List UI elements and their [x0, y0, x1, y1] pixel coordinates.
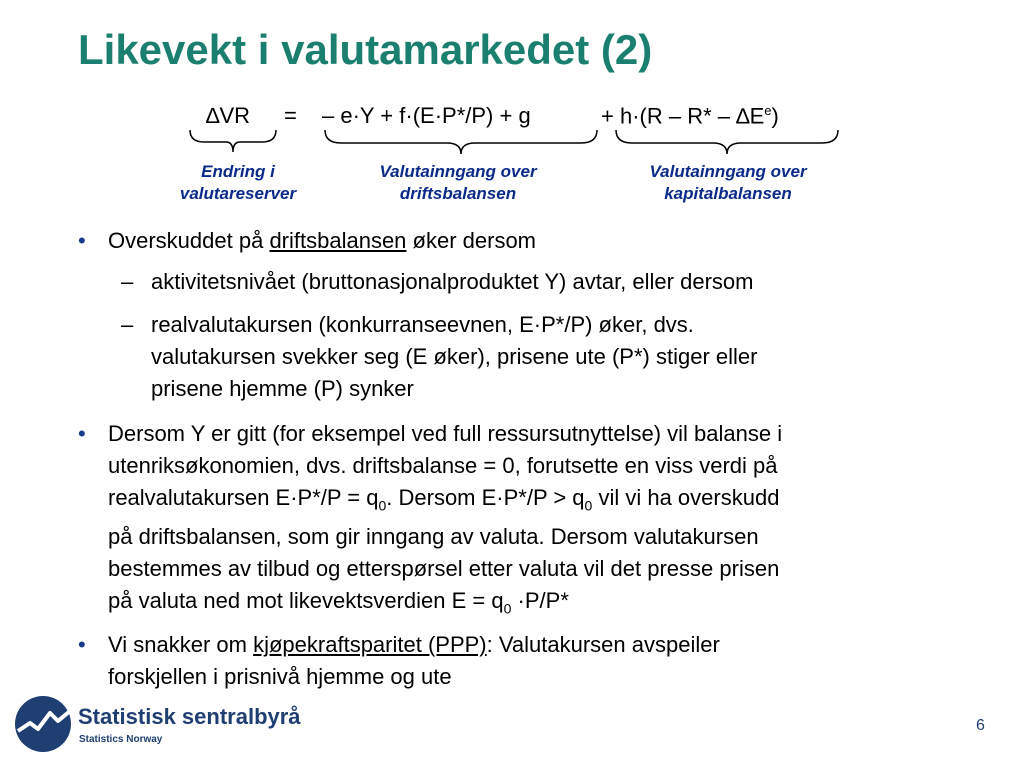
- bullet-dot: •: [78, 632, 86, 657]
- subscript: 0: [584, 497, 593, 514]
- label-capital-account-line2: kapitalbalansen: [664, 184, 792, 203]
- slide-title: Likevekt i valutamarkedet (2): [78, 26, 653, 73]
- subbullet-2-line3: prisene hjemme (P) synker: [151, 376, 414, 401]
- equation-lhs: ∆VR: [206, 103, 251, 128]
- equation-exp-superscript: e: [764, 103, 772, 118]
- bullet-3-line2: forskjellen i prisnivå hjemme og ute: [108, 664, 452, 689]
- equation-capital-account-term: [601, 103, 779, 129]
- bullet-2-line3-b: . Dersom E·P*/P > q: [386, 485, 585, 510]
- driftsbalansen-link[interactable]: driftsbalansen: [269, 228, 407, 253]
- bullet-3-text: [108, 629, 720, 693]
- bullet-2-text: [108, 418, 782, 625]
- equation-close-paren: ): [771, 103, 779, 129]
- bullet-3-post: : Valutakursen avspeiler: [486, 632, 720, 657]
- bullet-2-line3-c: vil vi ha overskudd: [592, 485, 780, 510]
- bullet-1-text: [108, 225, 536, 257]
- label-reserves: [150, 161, 326, 205]
- brace-reserves: [188, 128, 278, 156]
- logo-subtitle: Statistics Norway: [79, 734, 163, 745]
- label-reserves-line1: Endring i: [201, 162, 275, 181]
- bullet-1-pre: Overskuddet på: [108, 228, 270, 253]
- subbullet-2-text: [151, 309, 757, 405]
- bullet-2-line6: [108, 585, 782, 624]
- bullet-2-line5: bestemmes av tilbud og etterspørsel etter valuta vil det presse prisen: [108, 556, 780, 582]
- logo-name: Statistisk sentralbyrå: [78, 704, 301, 729]
- bullet-3-line1: [108, 629, 720, 661]
- bullet-2-line4: på driftsbalansen, som gir inngang av valuta. Dersom valutakursen: [108, 524, 759, 550]
- label-reserves-line2: valutareserver: [179, 184, 297, 203]
- ppp-link[interactable]: kjøpekraftsparitet (PPP): [253, 632, 487, 657]
- label-current-account-line1: Valutainngang over: [379, 162, 537, 181]
- ssb-logo-icon: [14, 695, 72, 753]
- bullet-2-line2: utenriksøkonomien, dvs. driftsbalanse = 0, forutsette en viss verdi på: [108, 453, 778, 478]
- subscript: 0: [378, 497, 387, 514]
- brace-capital-account: [614, 128, 840, 158]
- subbullet-2-line1: realvalutakursen (konkurranseevnen, E·P*/P) øker, dvs.: [151, 312, 694, 337]
- label-capital-account: [610, 161, 846, 205]
- subbullet-2-line2: valutakursen svekker seg (E øker), prisene ute (P*) stiger eller: [151, 344, 758, 369]
- dash: –: [121, 269, 134, 294]
- page-number: 6: [976, 717, 985, 734]
- bullet-2-line6-a: på valuta ned mot likevektsverdien E = q: [108, 588, 504, 614]
- dash: –: [121, 312, 134, 337]
- bullet-2-line3-a: realvalutakursen E·P*/P = q: [108, 485, 379, 510]
- equation-capital-main: + h·(R – R* – ∆E: [601, 103, 765, 129]
- label-current-account: [340, 161, 576, 205]
- bullet-2-line3: [108, 482, 782, 521]
- equation-current-account-term: – e·Y + f·(E·P*/P) + g: [322, 103, 531, 128]
- bullet-dot: •: [78, 228, 86, 253]
- subbullet-1-text: aktivitetsnivået (bruttonasjonalproduktet Y) avtar, eller dersom: [151, 269, 754, 294]
- bullet-3-pre: Vi snakker om: [108, 632, 254, 657]
- bullet-dot: •: [78, 421, 86, 446]
- label-capital-account-line1: Valutainngang over: [649, 162, 807, 181]
- brace-current-account: [323, 128, 599, 158]
- bullet-1-post: øker dersom: [406, 228, 537, 253]
- label-current-account-line2: driftsbalansen: [399, 184, 517, 203]
- equation-equals: =: [284, 103, 297, 128]
- bullet-2-line6-b: ·P/P*: [511, 588, 569, 614]
- subscript: 0: [503, 600, 512, 617]
- bullet-2-line1: Dersom Y er gitt (for eksempel ved full ressursutnyttelse) vil balanse i: [108, 421, 783, 446]
